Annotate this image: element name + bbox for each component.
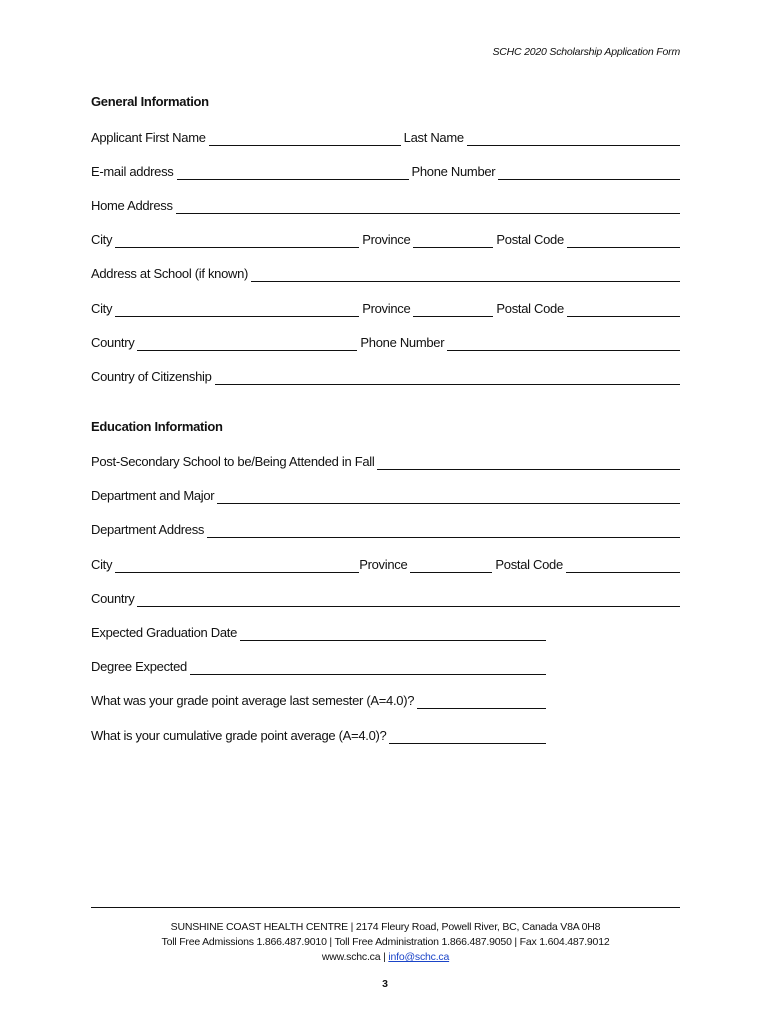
school-field[interactable] — [377, 454, 680, 470]
school-label: Post-Secondary School to be/Being Attended in Fall — [91, 454, 375, 469]
city-label: City — [91, 301, 113, 316]
province-label: Province — [362, 232, 411, 247]
email-field[interactable] — [177, 164, 409, 180]
city-field[interactable] — [115, 301, 359, 317]
general-information-heading: General Information — [91, 94, 209, 109]
province-field[interactable] — [413, 301, 493, 317]
home-address-label: Home Address — [91, 198, 173, 213]
degree-label: Degree Expected — [91, 659, 187, 674]
department-major-label: Department and Major — [91, 488, 215, 503]
city-label: City — [91, 232, 113, 247]
postal-code-label: Postal Code — [496, 232, 564, 247]
province-label: Province — [359, 557, 408, 572]
school-address-row — [91, 262, 680, 282]
footer-email-link[interactable]: info@schc.ca — [388, 951, 450, 963]
phone-field[interactable] — [447, 335, 680, 351]
province-field[interactable] — [413, 232, 493, 248]
footer-separator: | — [383, 951, 386, 963]
form-title: SCHC 2020 Scholarship Application Form — [492, 46, 680, 58]
city-field[interactable] — [115, 232, 359, 248]
school-address-field[interactable] — [251, 266, 680, 282]
school-address-label: Address at School (if known) — [91, 266, 249, 281]
department-address-row — [91, 518, 680, 538]
postal-code-field[interactable] — [567, 232, 680, 248]
province-label: Province — [362, 301, 411, 316]
first-name-label: Applicant First Name — [91, 130, 206, 145]
gpa-last-row — [91, 689, 546, 709]
country-label: Country — [91, 591, 135, 606]
footer-divider — [91, 907, 680, 908]
department-address-field[interactable] — [207, 522, 680, 538]
gpa-last-label: What was your grade point average last semester (A=4.0)? — [91, 693, 415, 708]
first-name-field[interactable] — [209, 130, 401, 146]
country-field[interactable] — [137, 591, 680, 607]
postal-code-field[interactable] — [567, 301, 680, 317]
home-address-field[interactable] — [176, 198, 680, 214]
degree-field[interactable] — [190, 659, 546, 675]
country-phone-row — [91, 331, 680, 351]
citizenship-row — [91, 365, 680, 385]
department-country-row — [91, 587, 680, 607]
home-city-row — [91, 228, 680, 248]
citizenship-label: Country of Citizenship — [91, 369, 212, 384]
footer-address: SUNSHINE COAST HEALTH CENTRE | 2174 Fleury Road, Powell River, BC, Canada V8A 0H8 — [170, 921, 601, 933]
postal-code-label: Postal Code — [496, 301, 564, 316]
footer-contact — [91, 951, 680, 963]
last-name-field[interactable] — [467, 130, 680, 146]
name-row — [91, 126, 680, 146]
school-city-row — [91, 297, 680, 317]
country-field[interactable] — [137, 335, 357, 351]
gpa-cumulative-label: What is your cumulative grade point average (A=4.0)? — [91, 728, 387, 743]
degree-row — [91, 655, 546, 675]
postal-code-field[interactable] — [566, 557, 680, 573]
footer-website: www.schc.ca — [321, 951, 381, 963]
department-address-label: Department Address — [91, 522, 205, 537]
department-major-field[interactable] — [217, 488, 680, 504]
last-name-label: Last Name — [403, 130, 464, 145]
email-label: E-mail address — [91, 164, 174, 179]
gpa-last-field[interactable] — [417, 693, 546, 709]
phone-label: Phone Number — [411, 164, 496, 179]
city-field[interactable] — [115, 557, 359, 573]
page-number: 3 — [382, 978, 388, 990]
country-label: Country — [91, 335, 135, 350]
gpa-cumulative-field[interactable] — [389, 728, 546, 744]
graduation-date-field[interactable] — [240, 625, 546, 641]
home-address-row — [91, 194, 680, 214]
graduation-date-row — [91, 621, 546, 641]
phone-field[interactable] — [498, 164, 680, 180]
postal-code-label: Postal Code — [495, 557, 563, 572]
department-city-row — [91, 553, 680, 573]
footer-phone-numbers: Toll Free Admissions 1.866.487.9010 | Toll Free Administration 1.866.487.9050 | Fax 1.604.487.9012 — [161, 936, 610, 948]
email-phone-row — [91, 160, 680, 180]
school-row — [91, 450, 680, 470]
citizenship-field[interactable] — [215, 369, 680, 385]
city-label: City — [91, 557, 113, 572]
graduation-date-label: Expected Graduation Date — [91, 625, 238, 640]
province-field[interactable] — [410, 557, 492, 573]
department-major-row — [91, 484, 680, 504]
gpa-cumulative-row — [91, 724, 546, 744]
phone-label: Phone Number — [360, 335, 445, 350]
education-information-heading: Education Information — [91, 419, 223, 434]
